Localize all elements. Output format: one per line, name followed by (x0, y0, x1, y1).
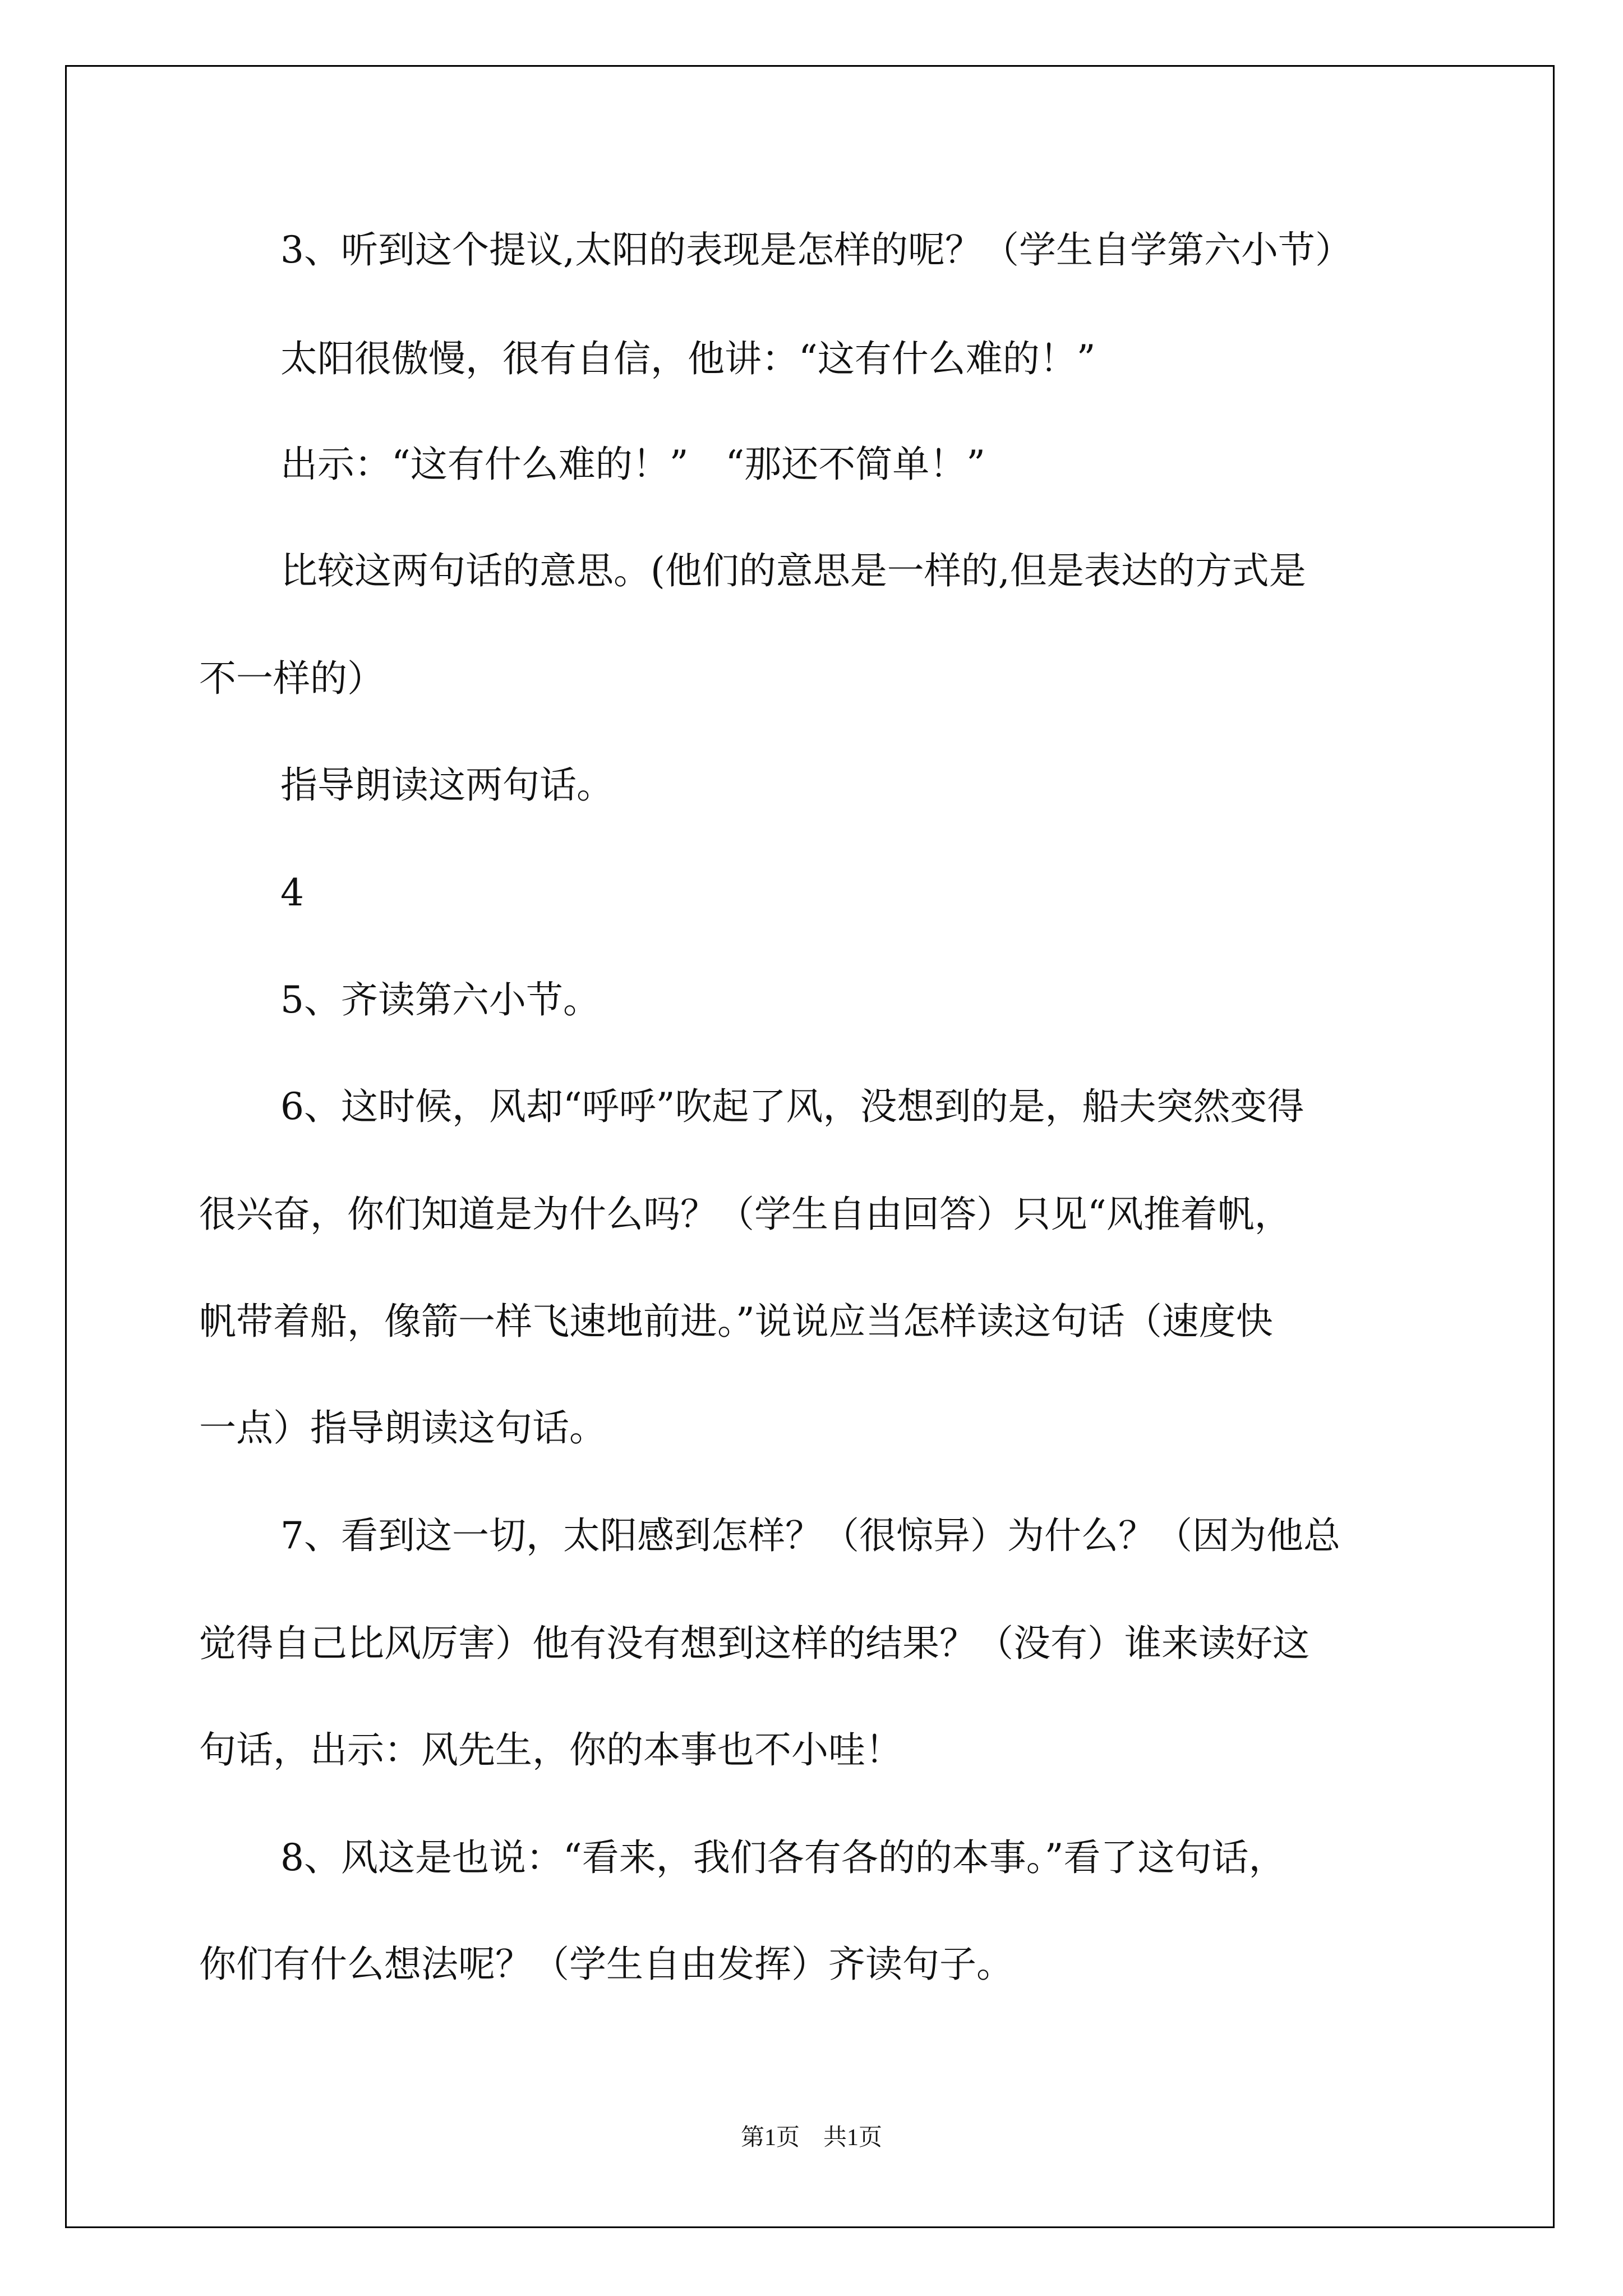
text-line: 4 (280, 871, 304, 914)
text-line: 3、听到这个提议,太阳的表现是怎样的呢？（学生自学第六小节） (280, 228, 1352, 272)
text-line: 很兴奋，你们知道是为什么吗？（学生自由回答）只见“风推着帆， (199, 1193, 1292, 1236)
text-line: 太阳很傲慢，很有自信，他讲：“这有什么难的！” (280, 337, 1096, 380)
text-line: 比较这两句话的意思。(他们的意思是一样的,但是表达的方式是 (280, 549, 1306, 592)
text-line: 指导朗读这两句话。 (280, 763, 614, 807)
text-line: 8、风这是也说：“看来，我们各有各的的本事。”看了这句话， (280, 1836, 1286, 1879)
text-line: 帆带着船，像箭一样飞速地前进。”说说应当怎样读这句话（速度快 (199, 1300, 1273, 1343)
text-line: 觉得自己比风厉害）他有没有想到这样的结果？（没有）谁来读好这 (199, 1622, 1310, 1665)
text-line: 你们有什么想法呢？（学生自由发挥）齐读句子。 (199, 1943, 1013, 1986)
text-line: 不一样的） (199, 657, 384, 700)
text-line: 一点）指导朗读这句话。 (199, 1406, 606, 1450)
page-footer (0, 2124, 1623, 2152)
text-line: 7、看到这一切，太阳感到怎样？（很惊异）为什么？（因为他总 (280, 1514, 1340, 1557)
page-number: 第1页 共1页 (740, 2125, 882, 2151)
text-line: 出示：“这有什么难的！” “那还不简单！” (280, 443, 985, 486)
text-line: 5、齐读第六小节。 (280, 978, 600, 1022)
text-line: 6、这时候，风却“呼呼”吹起了风，没想到的是，船夫突然变得 (280, 1085, 1304, 1128)
text-line: 句话，出示：风先生，你的本事也不小哇！ (199, 1728, 902, 1772)
